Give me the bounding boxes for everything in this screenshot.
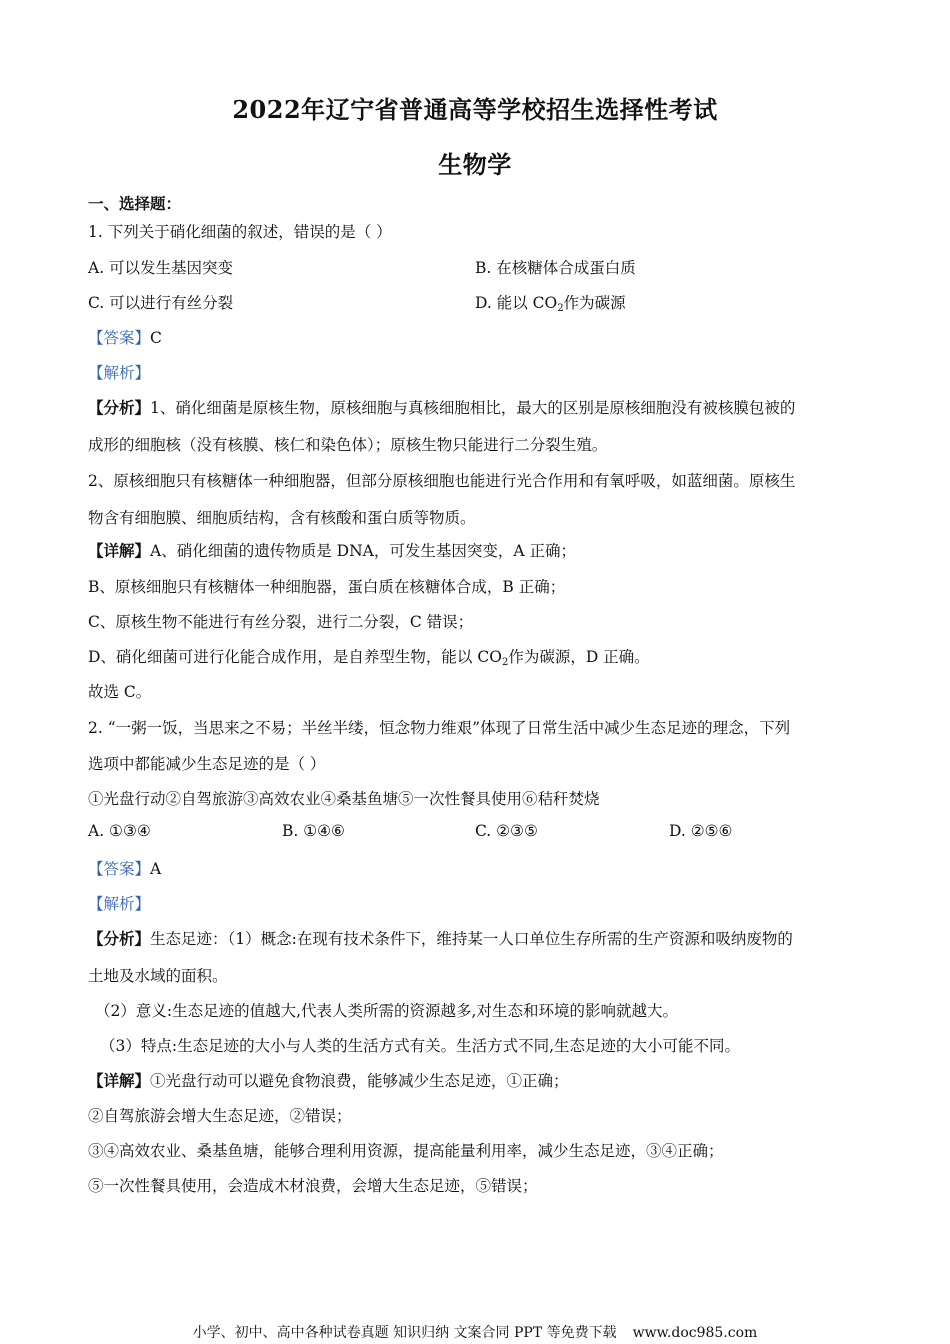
q1-fenxi-line-3: 2、原核细胞只有核糖体一种细胞器，但部分原核细胞也能进行光合作用和有氧呼吸，如蓝细菌。原核生: [88, 472, 796, 490]
q2-stem-line-2: 选项中都能减少生态足迹的是（ ）: [88, 755, 326, 773]
q2-items: ①光盘行动②自驾旅游③高效农业④桑基鱼塘⑤一次性餐具使用⑥秸秆焚烧: [88, 790, 600, 808]
answer-label: 【答案】: [88, 860, 151, 878]
q1-option-a: A. 可以发生基因突变: [88, 259, 234, 277]
q1-conclusion: 故选 C。: [88, 683, 152, 701]
answer-value: C: [150, 329, 162, 347]
section-heading: 一、选择题：: [88, 194, 182, 213]
q2-analysis-label: 【解析】: [88, 895, 151, 913]
detail-d-pre: D、硝化细菌可进行化能合成作用，是自养型生物，能以 CO: [88, 648, 502, 666]
q2-detail-1: [88, 1069, 569, 1091]
fenxi-text: 生态足迹：（1）概念:在现有技术条件下，维持某一人口单位生存所需的生产资源和吸纳废物的: [150, 930, 793, 948]
fenxi-text: 1、硝化细菌是原核生物，原核细胞与真核细胞相比，最大的区别是原核细胞没有被核膜包被的: [150, 399, 796, 417]
q2-detail-2: ②自驾旅游会增大生态足迹，②错误；: [88, 1107, 352, 1125]
detail-d-sub: 2: [501, 657, 509, 668]
q1-option-d-pre: D. 能以 CO: [475, 294, 558, 312]
q2-fenxi-line-1: [88, 927, 793, 949]
q2-fenxi-line-3: （2）意义:生态足迹的值越大,代表人类所需的资源越多,对生态和环境的影响就越大。: [95, 1002, 678, 1020]
fenxi-label: 【分析】: [88, 929, 151, 948]
q2-option-d: D. ②⑤⑥: [669, 822, 733, 840]
q1-answer: [88, 326, 162, 348]
q2-detail-3: ③④高效农业、桑基鱼塘，能够合理利用资源，提高能量利用率，减少生态足迹，③④正确；: [88, 1142, 724, 1160]
answer-value: A: [150, 860, 162, 878]
q1-detail-c: C、原核生物不能进行有丝分裂，进行二分裂，C 错误；: [88, 613, 474, 631]
fenxi-label: 【分析】: [88, 398, 151, 417]
q1-option-d-sub: 2: [557, 303, 564, 314]
q2-option-a: A. ①③④: [88, 822, 151, 840]
q2-option-b: B. ①④⑥: [282, 822, 345, 840]
q2-stem-line-1: 2. “一粥一饭，当思来之不易；半丝半缕，恒念物力维艰”体现了日常生活中减少生态足迹的理念，下列: [88, 719, 791, 737]
q1-detail-a: [88, 539, 576, 561]
q1-analysis-label: 【解析】: [88, 364, 151, 382]
detail-d-post: 作为碳源，D 正确。: [508, 648, 650, 666]
q2-answer: [88, 857, 161, 879]
q2-fenxi-line-2: 土地及水域的面积。: [88, 967, 228, 985]
q1-fenxi-line-2: 成形的细胞核（没有核膜、核仁和染色体）；原核生物只能进行二分裂生殖。: [88, 436, 608, 454]
q1-detail-b: B、原核细胞只有核糖体一种细胞器，蛋白质在核糖体合成，B 正确；: [88, 578, 566, 596]
detail-text: ①光盘行动可以避免食物浪费，能够减少生态足迹，①正确；: [150, 1072, 569, 1090]
q2-detail-4: ⑤一次性餐具使用，会造成木材浪费，会增大生态足迹，⑤错误；: [88, 1177, 538, 1195]
q1-fenxi-line-4: 物含有细胞膜、细胞质结构，含有核酸和蛋白质等物质。: [88, 509, 476, 527]
exam-title: 2022年辽宁省普通高等学校招生选择性考试: [232, 95, 718, 124]
q1-option-d: [475, 291, 626, 314]
answer-label: 【答案】: [88, 329, 151, 347]
q1-option-d-post: 作为碳源: [563, 294, 626, 312]
q1-option-b: B. 在核糖体合成蛋白质: [475, 259, 636, 277]
footer-text: 小学、初中、高中各种试卷真题 知识归纳 文案合同 PPT 等免费下载: [192, 1325, 617, 1341]
subject-title: 生物学: [438, 150, 512, 179]
q2-fenxi-line-4: （3）特点:生态足迹的大小与人类的生活方式有关。生活方式不同,生态足迹的大小可能不同。: [100, 1037, 741, 1055]
q1-fenxi-line-1: [88, 396, 795, 418]
footer-site-link[interactable]: www.doc985.com: [632, 1325, 758, 1341]
q1-option-c: C. 可以进行有丝分裂: [88, 294, 234, 312]
q1-detail-d: [88, 645, 650, 668]
detail-text: A、硝化细菌的遗传物质是 DNA，可发生基因突变，A 正确；: [150, 542, 576, 560]
page-footer: [0, 1322, 950, 1342]
detail-label: 【详解】: [88, 541, 151, 560]
detail-label: 【详解】: [88, 1071, 151, 1090]
q2-option-c: C. ②③⑤: [475, 822, 538, 840]
q1-stem: 1. 下列关于硝化细菌的叙述，错误的是（ ）: [88, 223, 392, 241]
